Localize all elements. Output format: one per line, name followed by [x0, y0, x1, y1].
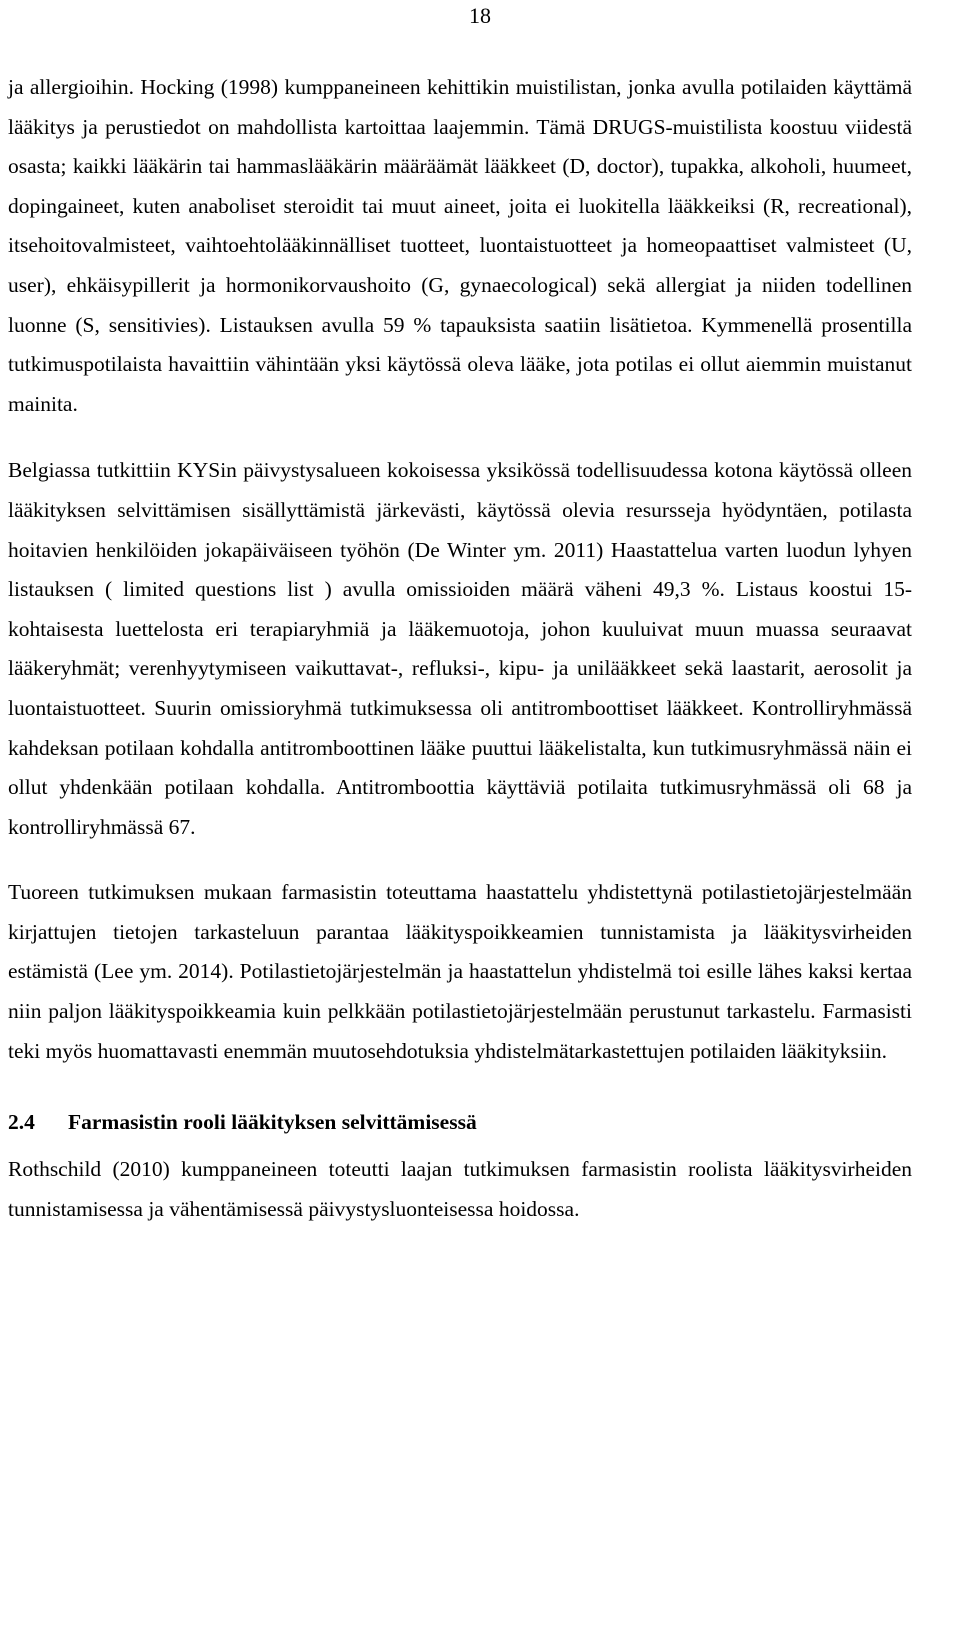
- page-number: 18: [469, 3, 491, 28]
- paragraph-rothschild: Rothschild (2010) kumppaneineen toteutti laajan tutkimuksen farmasistin roolista lääkitysvirheiden tunnistamisessa ja vähentämisessä päivystysluonteisessa hoidossa.: [8, 1157, 912, 1221]
- section-title: Farmasistin rooli lääkityksen selvittämisessä: [68, 1110, 477, 1135]
- paragraph-pharmacist-interview: Tuoreen tutkimuksen mukaan farmasistin toteuttama haastattelu yhdistettynä potilastietojärjestelmään kirjattujen tietojen tarkasteluun parantaa lääkityspoikkeamien tunnistamista ja lääkitysvirheiden estämistä (Lee ym. 2014). Potilastietojärjestelmän ja haastattelun yhdistelmä toi esille lähes kaksi kertaa niin paljon lääkityspoikkeamia kuin pelkkään potilastietojärjestelmään perustunut tarkastelu. Farmasisti teki myös huomattavasti enemmän muutosehdotuksia yhdistelmätarkastettujen potilaiden lääkityksiin.: [8, 880, 912, 1063]
- paragraph-drugs-checklist: ja allergioihin. Hocking (1998) kumppaneineen kehittikin muistilistan, jonka avulla potilaiden käyttämä lääkitys ja perustiedot on mahdollista kartoittaa laajemmin. Tämä DRUGS-muistilista koostuu viidestä osasta; kaikki lääkärin tai hammaslääkärin määräämät lääkkeet (D, doctor), tupakka, alkoholi, huumeet, dopingaineet, kuten anaboliset steroidit tai muut aineet, joita ei luokitella lääkkeiksi (R, recreational), itsehoitovalmisteet, vaihtoehtolääkinnälliset tuotteet, luontaistuotteet ja homeopaattiset valmisteet (U, user), ehkäisypillerit ja hormonikorvaushoito (G, gynaecological) sekä allergiat ja niiden todellinen luonne (S, sensitivies). Listauksen avulla 59 % tapauksista saatiin lisätietoa. Kymmenellä prosentilla tutkimuspotilaista havaittiin vähintään yksi käytössä oleva lääke, jota potilas ei ollut aiemmin muistanut mainita.: [8, 75, 912, 416]
- section-heading: [8, 1103, 912, 1142]
- section-number: 2.4: [8, 1110, 35, 1135]
- document-body: [8, 68, 912, 1229]
- paragraph-belgium-study: Belgiassa tutkittiin KYSin päivystysalueen kokoisessa yksikössä todellisuudessa kotona käytössä olleen lääkityksen selvittämisen sisällyttämistä järkevästi, käytössä olevia resursseja hyödyntäen, potilasta hoitavien henkilöiden jokapäiväiseen työhön (De Winter ym. 2011) Haastattelua varten luodun lyhyen listauksen ( limited questions list ) avulla omissioiden määrä väheni 49,3 %. Listaus koostui 15-kohtaisesta luettelosta eri terapiaryhmiä ja lääkemuotoja, johon kuuluivat muun muassa seuraavat lääkeryhmät; verenhyytymiseen vaikuttavat-, refluksi-, kipu- ja unilääkkeet sekä laastarit, aerosolit ja luontaistuotteet. Suurin omissioryhmä tutkimuksessa oli antitromboottiset lääkkeet. Kontrolliryhmässä kahdeksan potilaan kohdalla antitromboottinen lääke puuttui lääkelistalta, kun tutkimusryhmässä näin ei ollut yhdenkään potilaan kohdalla. Antitromboottia käyttäviä potilaita tutkimusryhmässä oli 68 ja kontrolliryhmässä 67.: [8, 458, 912, 839]
